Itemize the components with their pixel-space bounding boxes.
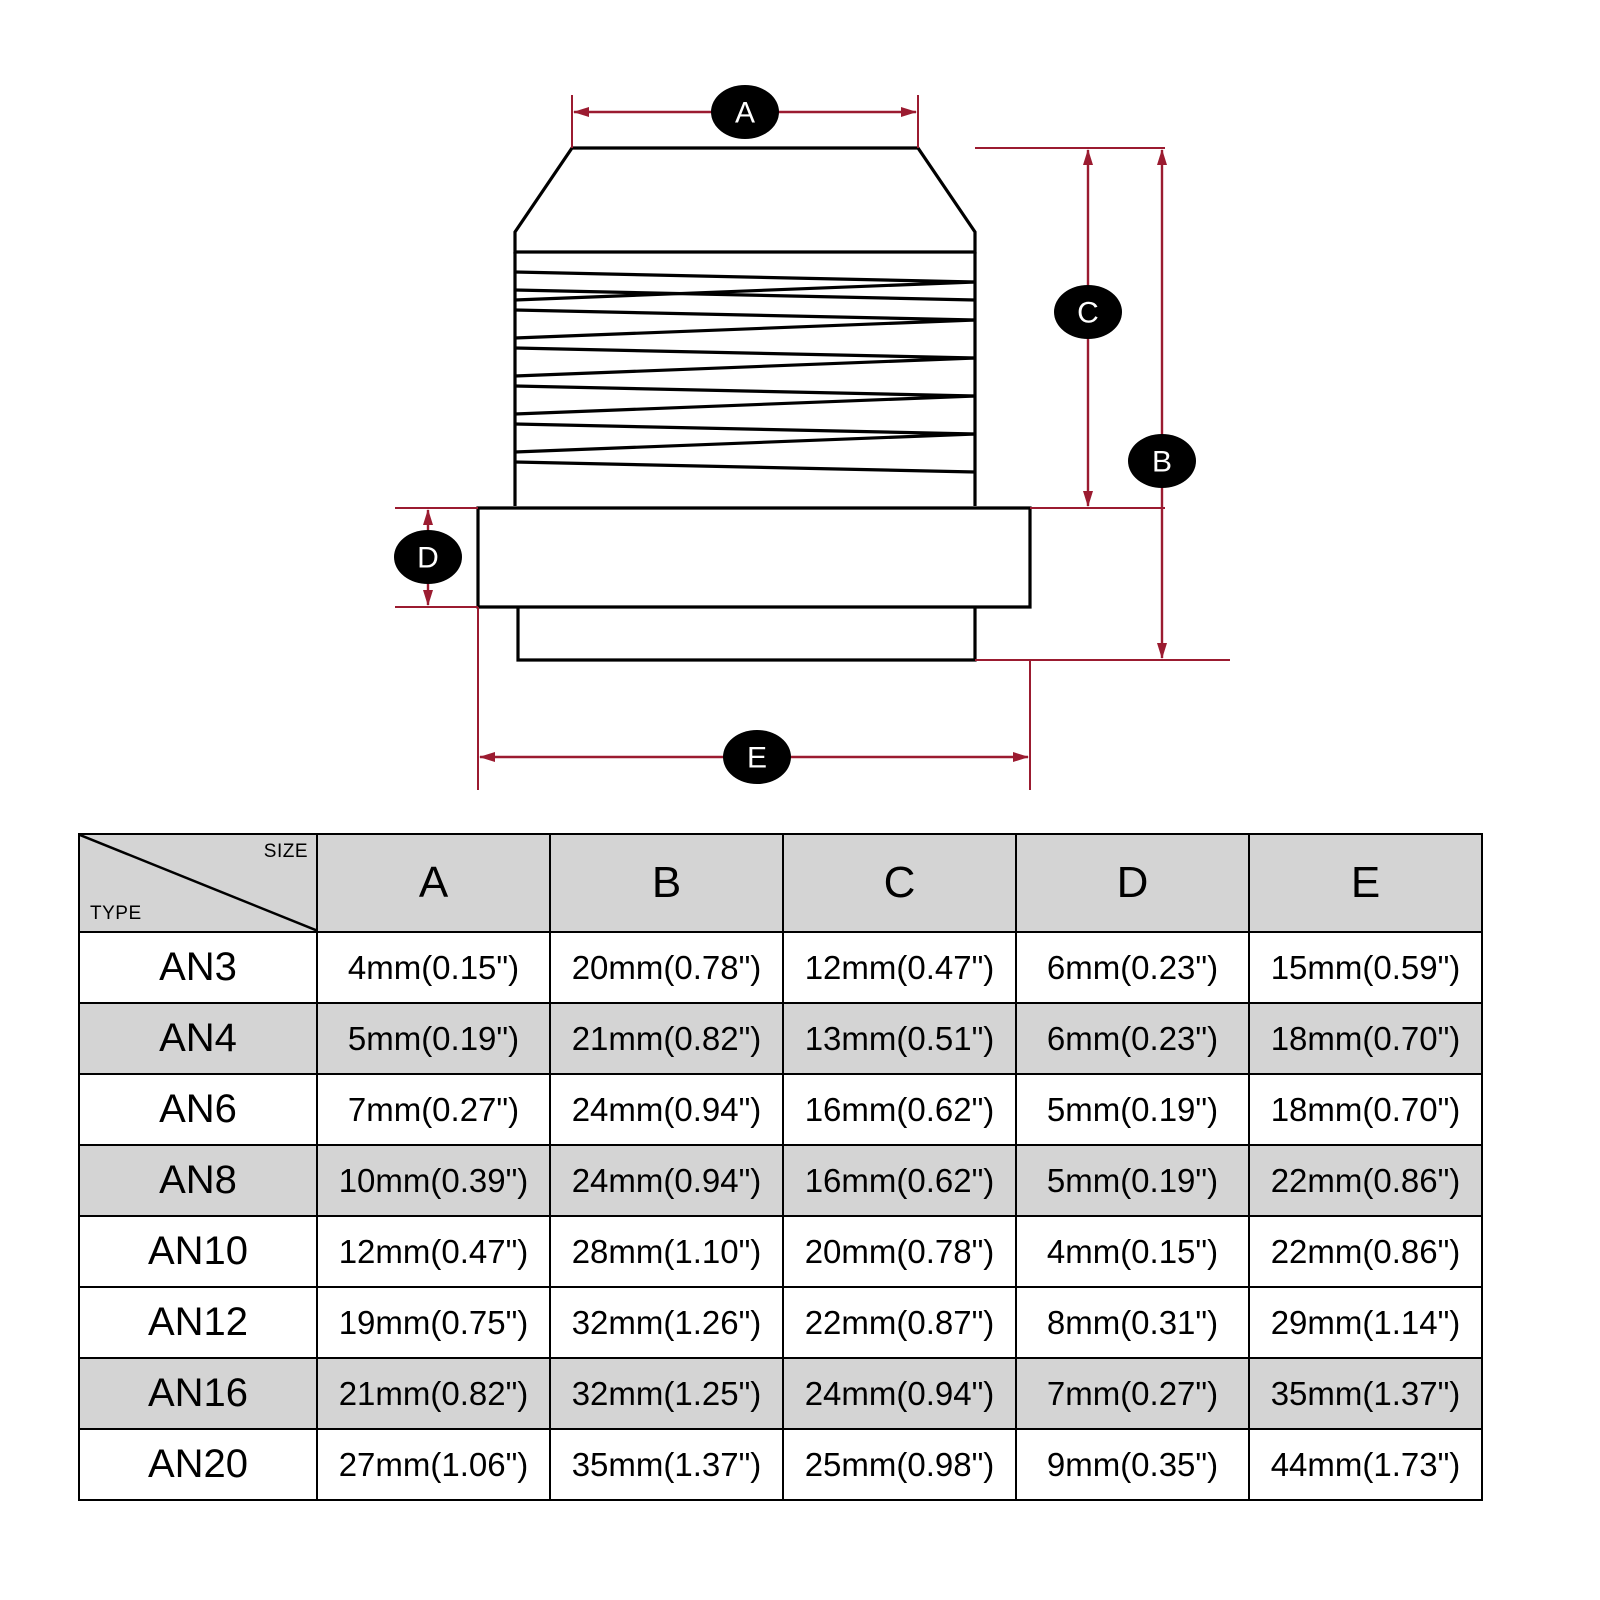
table-corner-header: [79, 834, 317, 932]
dimension-label-e: [723, 730, 791, 784]
table-row: [79, 1358, 1482, 1429]
cell-a: 7mm(0.27"): [317, 1074, 550, 1145]
cell-b: 20mm(0.78"): [550, 932, 783, 1003]
cell-e: 18mm(0.70"): [1249, 1003, 1482, 1074]
dimension-label-c-text: C: [1077, 296, 1099, 330]
cell-b: 24mm(0.94"): [550, 1074, 783, 1145]
row-type: AN3: [79, 932, 317, 1003]
dimension-label-a: [711, 85, 779, 139]
corner-type-label: TYPE: [90, 903, 142, 924]
cell-a: 21mm(0.82"): [317, 1358, 550, 1429]
cell-a: 12mm(0.47"): [317, 1216, 550, 1287]
dimension-label-d-text: D: [417, 541, 439, 575]
cell-c: 16mm(0.62"): [783, 1074, 1016, 1145]
spec-table-head: [79, 834, 1482, 932]
cell-b: 21mm(0.82"): [550, 1003, 783, 1074]
cell-c: 22mm(0.87"): [783, 1287, 1016, 1358]
row-type: AN6: [79, 1074, 317, 1145]
table-header-row: [79, 834, 1482, 932]
dimension-label-e-text: E: [746, 741, 768, 775]
column-header-d: D: [1016, 834, 1249, 932]
spec-table-body: [79, 932, 1482, 1500]
table-row: [79, 1074, 1482, 1145]
column-header-b: B: [550, 834, 783, 932]
cell-c: 25mm(0.98"): [783, 1429, 1016, 1500]
cell-d: 8mm(0.31"): [1016, 1287, 1249, 1358]
cell-a: 4mm(0.15"): [317, 932, 550, 1003]
cell-b: 28mm(1.10"): [550, 1216, 783, 1287]
cell-c: 20mm(0.78"): [783, 1216, 1016, 1287]
cell-b: 35mm(1.37"): [550, 1429, 783, 1500]
dimension-label-b: [1128, 434, 1196, 488]
cell-d: 5mm(0.19"): [1016, 1145, 1249, 1216]
cell-d: 4mm(0.15"): [1016, 1216, 1249, 1287]
table-row: [79, 932, 1482, 1003]
spec-table: [78, 833, 1483, 1501]
column-header-e: E: [1249, 834, 1482, 932]
row-type: AN8: [79, 1145, 317, 1216]
cell-e: 29mm(1.14"): [1249, 1287, 1482, 1358]
cell-a: 19mm(0.75"): [317, 1287, 550, 1358]
table-row: [79, 1287, 1482, 1358]
table-row: [79, 1429, 1482, 1500]
cell-c: 16mm(0.62"): [783, 1145, 1016, 1216]
fitting-outline: [478, 148, 1030, 660]
cell-e: 22mm(0.86"): [1249, 1216, 1482, 1287]
column-header-a: A: [317, 834, 550, 932]
row-type: AN16: [79, 1358, 317, 1429]
table-row: [79, 1145, 1482, 1216]
cell-e: 35mm(1.37"): [1249, 1358, 1482, 1429]
row-type: AN12: [79, 1287, 317, 1358]
row-type: AN4: [79, 1003, 317, 1074]
cell-c: 12mm(0.47"): [783, 932, 1016, 1003]
cell-d: 6mm(0.23"): [1016, 932, 1249, 1003]
cell-a: 5mm(0.19"): [317, 1003, 550, 1074]
cell-b: 24mm(0.94"): [550, 1145, 783, 1216]
cell-c: 24mm(0.94"): [783, 1358, 1016, 1429]
dimension-label-a-text: A: [734, 96, 756, 130]
cell-d: 7mm(0.27"): [1016, 1358, 1249, 1429]
row-type: AN20: [79, 1429, 317, 1500]
table-row: [79, 1003, 1482, 1074]
cell-a: 27mm(1.06"): [317, 1429, 550, 1500]
dimension-label-d: [394, 530, 462, 584]
dimension-label-c: [1054, 285, 1122, 339]
cell-d: 6mm(0.23"): [1016, 1003, 1249, 1074]
cell-a: 10mm(0.39"): [317, 1145, 550, 1216]
cell-d: 5mm(0.19"): [1016, 1074, 1249, 1145]
cell-d: 9mm(0.35"): [1016, 1429, 1249, 1500]
cell-e: 18mm(0.70"): [1249, 1074, 1482, 1145]
column-header-c: C: [783, 834, 1016, 932]
dimension-lines: [395, 95, 1230, 790]
row-type: AN10: [79, 1216, 317, 1287]
dimension-label-b-text: B: [1151, 445, 1173, 479]
cell-e: 44mm(1.73"): [1249, 1429, 1482, 1500]
spec-table-container: [78, 833, 1482, 1501]
cell-e: 22mm(0.86"): [1249, 1145, 1482, 1216]
cell-e: 15mm(0.59"): [1249, 932, 1482, 1003]
cell-b: 32mm(1.25"): [550, 1358, 783, 1429]
cell-c: 13mm(0.51"): [783, 1003, 1016, 1074]
corner-size-label: SIZE: [263, 841, 308, 862]
table-row: [79, 1216, 1482, 1287]
cell-b: 32mm(1.26"): [550, 1287, 783, 1358]
